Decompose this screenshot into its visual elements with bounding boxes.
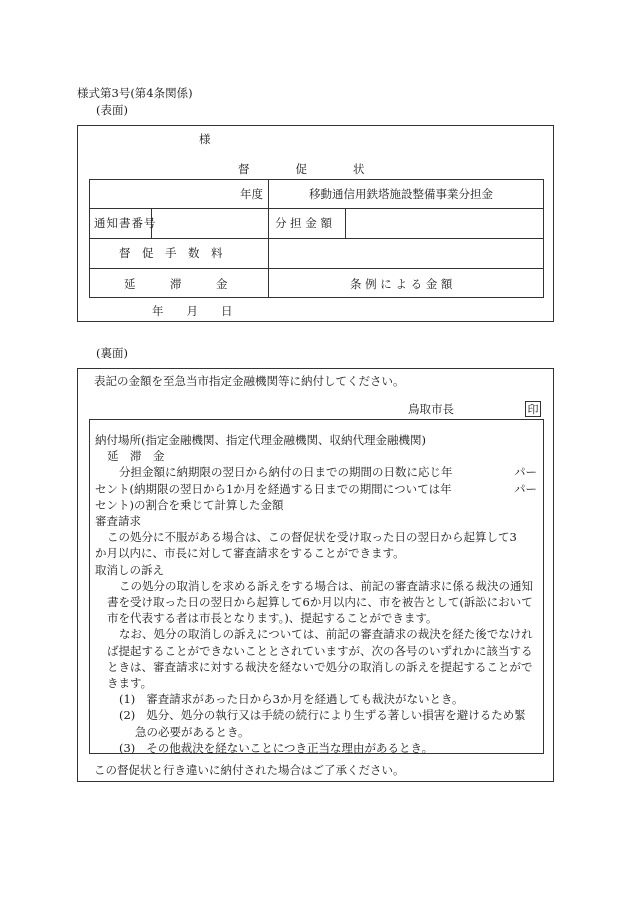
front-side-label: (表面) — [96, 103, 128, 117]
cancel-p1-line-1: この処分の取消しを求める訴えをする場合は、前記の審査請求に係る裁決の通知 — [119, 578, 533, 593]
review-line-2: か月以内に、市長に対して審査請求をすることができます。 — [95, 546, 405, 561]
item-3-number: (3) — [119, 740, 136, 755]
cancel-p1-line-3: 市を代表する者は市長となります。)、提起することができます。 — [107, 611, 438, 626]
back-body — [95, 432, 540, 756]
item-1-text: 審査請求があった日から3か月を経過しても裁決がないとき。 — [146, 692, 464, 707]
share-amount-label: 分 担 金 額 — [275, 216, 332, 230]
pay-instruction: 表記の金額を至急当市指定金融機関等に納付してください。 — [94, 374, 405, 388]
date-line: 年 月 日 — [152, 304, 233, 318]
notice-number-label: 通知書番号 — [94, 216, 157, 230]
late-fee-value: 条 例 に よ る 金 額 — [350, 277, 453, 291]
document-title: 督 促 状 — [238, 162, 365, 176]
item-1-number: (1) — [119, 692, 136, 707]
late-fee-line-2: セント(納期限の翌日から1か月を経過する日までの期間については年 — [95, 481, 452, 496]
cancel-p2-line-3: ときは、審査請求に対する裁決を経ないで処分の取消しの訴えを提起することがで — [107, 659, 533, 674]
seal-stamp: 印 — [525, 401, 541, 417]
late-fee-title: 延 滞 金 — [107, 449, 165, 464]
fee-name: 移動通信用鉄塔施設整備事業分担金 — [309, 187, 493, 201]
late-fee-line-1: 分担金額に納期限の翌日から納付の日までの期間の日数に応じ年 — [119, 465, 453, 480]
mayor-name: 鳥取市長 — [408, 402, 454, 416]
year-label: 年度 — [240, 187, 263, 201]
dunning-fee-label: 督 促 手 数 料 — [119, 246, 223, 260]
late-fee-line-3: セント)の割合を乗じて計算した金額 — [95, 497, 284, 512]
review-line-1: この処分に不服がある場合は、この督促状を受け取った日の翌日から起算して3 — [107, 530, 517, 545]
cancel-p2-line-2: ば提起することができないこととされていますが、次の各号のいずれかに該当する — [107, 643, 533, 658]
late-fee-line-1-end: パー — [514, 465, 537, 480]
late-fee-label: 延 滞 金 — [124, 277, 228, 291]
late-fee-line-2-end: パー — [514, 481, 537, 496]
review-title: 審査請求 — [95, 514, 141, 529]
cancel-p1-line-2: 書を受け取った日の翌日から起算して6か月以内に、市を被告として(訴訟において — [107, 595, 533, 610]
back-side-label: (裏面) — [96, 346, 128, 360]
form-code: 様式第3号(第4条関係) — [77, 86, 193, 100]
cancel-p2-line-1: なお、処分の取消しの訴えについては、前記の審査請求の裁決を経た後でなけれ — [119, 627, 533, 642]
payment-place: 納付場所(指定金融機関、指定代理金融機関、収納代理金融機関) — [95, 433, 426, 447]
item-3-text: その他裁決を経ないことにつき正当な理由があるとき。 — [146, 740, 434, 755]
footer-note: この督促状と行き違いに納付された場合はご了承ください。 — [94, 763, 405, 777]
item-2-text-line-1: 処分、処分の執行又は手続の続行により生ずる著しい損害を避けるため緊 — [146, 708, 526, 723]
item-2-text-line-2: 急の必要があるとき。 — [135, 724, 250, 739]
addressee-suffix: 様 — [199, 132, 211, 146]
item-2-number: (2) — [119, 708, 136, 723]
cancel-p2-line-4: きます。 — [107, 676, 153, 691]
cancel-title: 取消しの訴え — [95, 562, 164, 577]
